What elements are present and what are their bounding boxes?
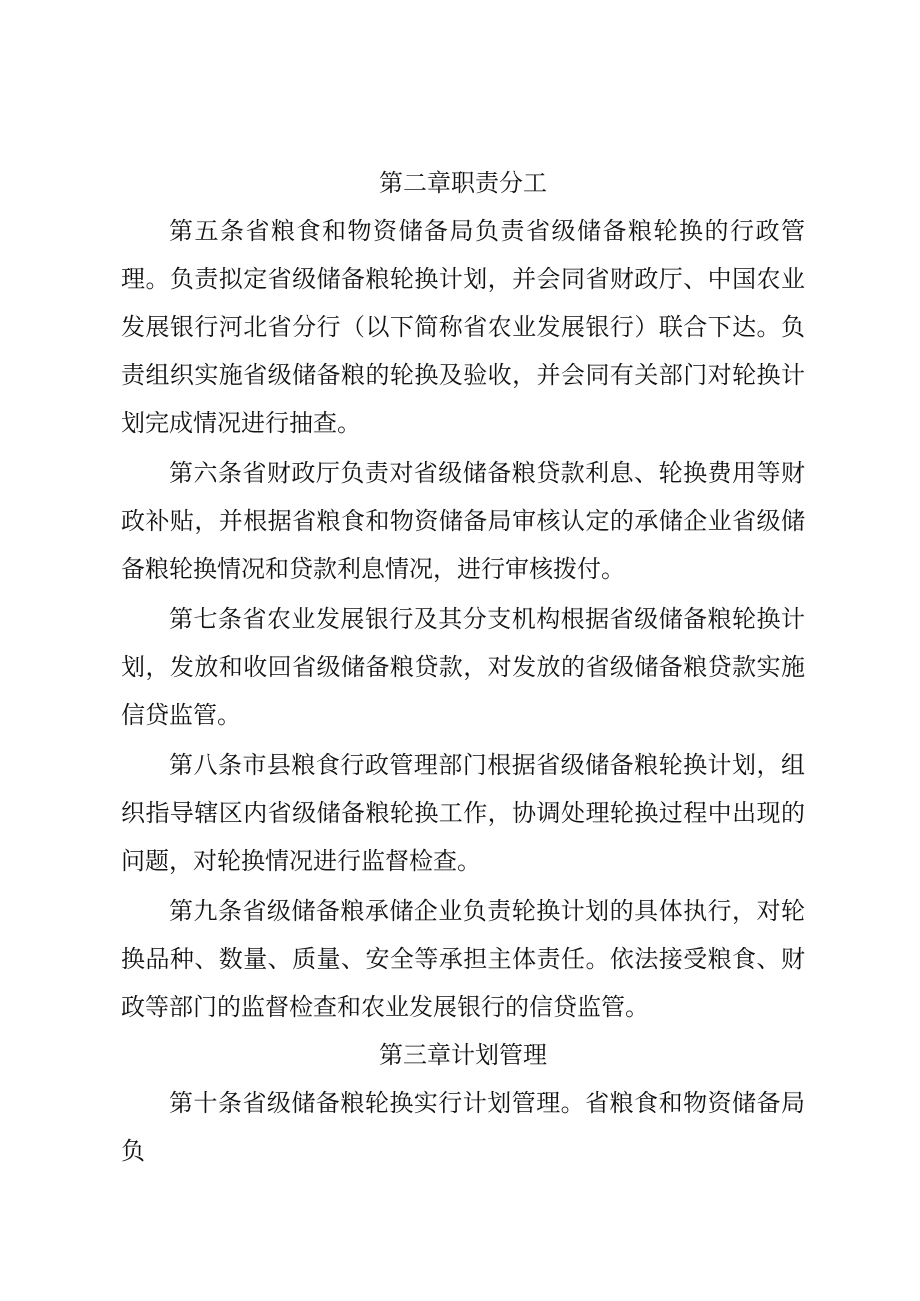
article-5: 第五条省粮食和物资储备局负责省级储备粮轮换的行政管理。负责拟定省级储备粮轮换计划，并会同省财政厅、中国农业发展银行河北省分行（以下简称省农业发展银行）联合下达。负责组织实施省级储备粮的轮换及验收，并会同有关部门对轮换计划完成情况进行抽查。 bbox=[121, 217, 805, 437]
article-6: 第六条省财政厅负责对省级储备粮贷款利息、轮换费用等财政补贴，并根据省粮食和物资储备局审核认定的承储企业省级储备粮轮换情况和贷款利息情况，进行审核拨付。 bbox=[121, 459, 805, 583]
article-10: 第十条省级储备粮轮换实行计划管理。省粮食和物资储备局负 bbox=[121, 1089, 805, 1165]
chapter-2-heading: 第二章职责分工 bbox=[379, 169, 547, 197]
chapter-3-heading: 第三章计划管理 bbox=[379, 1041, 547, 1069]
document-body bbox=[121, 159, 805, 1175]
article-7: 第七条省农业发展银行及其分支机构根据省级储备粮轮换计划，发放和收回省级储备粮贷款，对发放的省级储备粮贷款实施信贷监管。 bbox=[121, 605, 805, 729]
article-8: 第八条市县粮食行政管理部门根据省级储备粮轮换计划，组织指导辖区内省级储备粮轮换工作，协调处理轮换过程中出现的问题，对轮换情况进行监督检查。 bbox=[121, 751, 805, 875]
article-9: 第九条省级储备粮承储企业负责轮换计划的具体执行，对轮换品种、数量、质量、安全等承担主体责任。依法接受粮食、财政等部门的监督检查和农业发展银行的信贷监管。 bbox=[121, 897, 805, 1021]
